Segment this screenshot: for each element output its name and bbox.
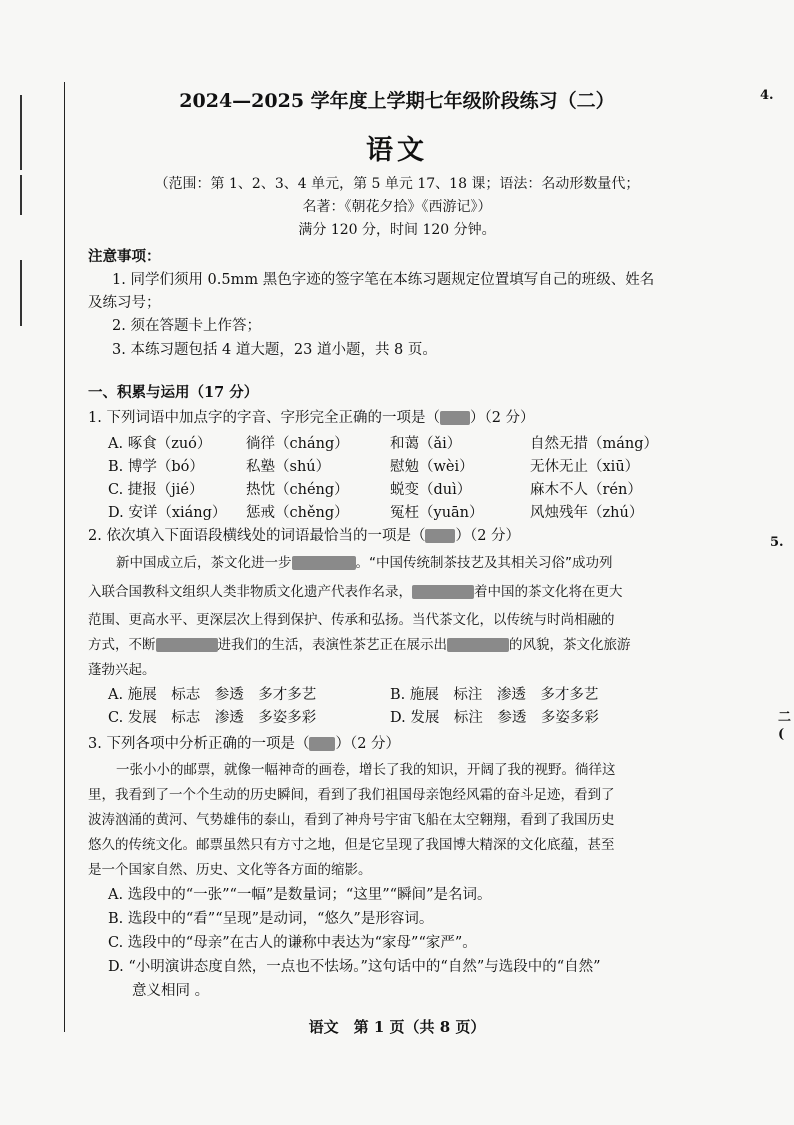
note-2: 2. 须在答题卡上作答；: [112, 318, 261, 334]
side-number-4: 4.: [760, 88, 774, 103]
q3-passage-line-3: 波涛汹涌的黄河、气势雄伟的泰山，看到了神舟号宇宙飞船在太空翱翔，看到了我国历史: [88, 812, 615, 828]
q3-passage-line-5: 是一个国家自然、历史、文化等各方面的缩影。: [88, 862, 372, 878]
q3-option-b: B. 选段中的“看”“呈现”是动词，“悠久”是形容词。: [108, 911, 434, 927]
q3-option-d-line-1: D. “小明演讲态度自然，一点也不怯场。”这句话中的“自然”与选段中的“自然”: [108, 959, 601, 975]
q1-stem: 1. 下列词语中加点字的字音、字形完全正确的一项是（ ）（2 分）: [88, 410, 535, 426]
q3-stem: 3. 下列各项中分析正确的一项是（ ）（2 分）: [88, 736, 401, 752]
note-3: 3. 本练习题包括 4 道大题，23 道小题，共 8 页。: [112, 342, 437, 358]
q3-passage-line-4: 悠久的传统文化。邮票虽然只有方寸之地，但是它呈现了我国博大精深的文化底蕴，甚至: [88, 837, 615, 853]
redacted-answer: [425, 529, 455, 543]
scope-line-1: （范围：第 1、2、3、4 单元，第 5 单元 17、18 课；语法：名动形数量代；: [154, 176, 640, 192]
q2-option-c: C. 发展 标志 渗透 多姿多彩: [108, 710, 317, 726]
q2-stem: 2. 依次填入下面语段横线处的词语最恰当的一项是（ ）（2 分）: [88, 528, 521, 544]
section-1-heading: 一、积累与运用（17 分）: [88, 384, 259, 401]
notes-heading: 注意事项：: [88, 248, 161, 265]
note-1-line-1: 1. 同学们须用 0.5mm 黑色字迹的签字笔在本练习题规定位置填写自己的班级、姓名: [112, 272, 655, 288]
page-title: 2024—2025 学年度上学期七年级阶段练习（二）: [179, 90, 615, 112]
q3-option-d-line-2: 意义相同 。: [132, 983, 210, 999]
q2-passage-line-3: 范围、更高水平、更深层次上得到保护、传承和弘扬。当代茶文化，以传统与时尚相融的: [88, 612, 615, 628]
score-time: 满分 120 分，时间 120 分钟。: [298, 222, 496, 238]
page-footer: 语文 第 1 页（共 8 页）: [308, 1018, 486, 1036]
q2-option-d: D. 发展 标注 参透 多姿多彩: [390, 710, 599, 726]
q3-option-a: A. 选段中的“一张”“一幅”是数量词；“这里”“瞬间”是名词。: [108, 887, 492, 903]
q2-passage-line-5: 蓬勃兴起。: [88, 662, 156, 678]
binding-mark: [20, 260, 30, 326]
side-number-5: 5.: [770, 535, 784, 550]
redacted-answer: [309, 737, 335, 751]
q2-option-b: B. 施展 标注 渗透 多才多艺: [390, 687, 599, 703]
redacted-answer: [440, 411, 470, 425]
q2-passage-line-4: 方式，不断 进我们的生活，表演性茶艺正在展示出 的风貌，茶文化旅游: [88, 637, 631, 653]
q2-option-a: A. 施展 标志 参透 多才多艺: [108, 687, 317, 703]
q3-passage-line-2: 里，我看到了一个个生动的历史瞬间，看到了我们祖国母亲饱经风霜的奋斗足迹，看到了: [88, 787, 615, 803]
side-char-paren: (: [778, 727, 785, 742]
q2-passage-line-2: 入联合国教科文组织人类非物质文化遗产代表作名录， 着中国的茶文化将在更大: [88, 584, 623, 600]
q3-option-c: C. 选段中的“母亲”在古人的谦称中表达为“家母”“家严”。: [108, 935, 477, 951]
note-1-line-2: 及练习号；: [88, 295, 161, 311]
redacted-blank: [447, 638, 509, 652]
redacted-blank: [156, 638, 218, 652]
q3-passage-line-1: 一张小小的邮票，就像一幅神奇的画卷，增长了我的知识，开阔了我的视野。徜徉这: [116, 762, 616, 778]
redacted-blank: [292, 556, 356, 570]
subject-title: 语文: [366, 135, 428, 166]
redacted-blank: [412, 585, 474, 599]
q2-passage-line-1: 新中国成立后，茶文化进一步 。“中国传统制茶技艺及其相关习俗”成功列: [116, 555, 613, 571]
scope-line-2: 名著：《朝花夕拾》《西游记》）: [302, 199, 492, 215]
side-char-dash: 二: [778, 710, 792, 725]
